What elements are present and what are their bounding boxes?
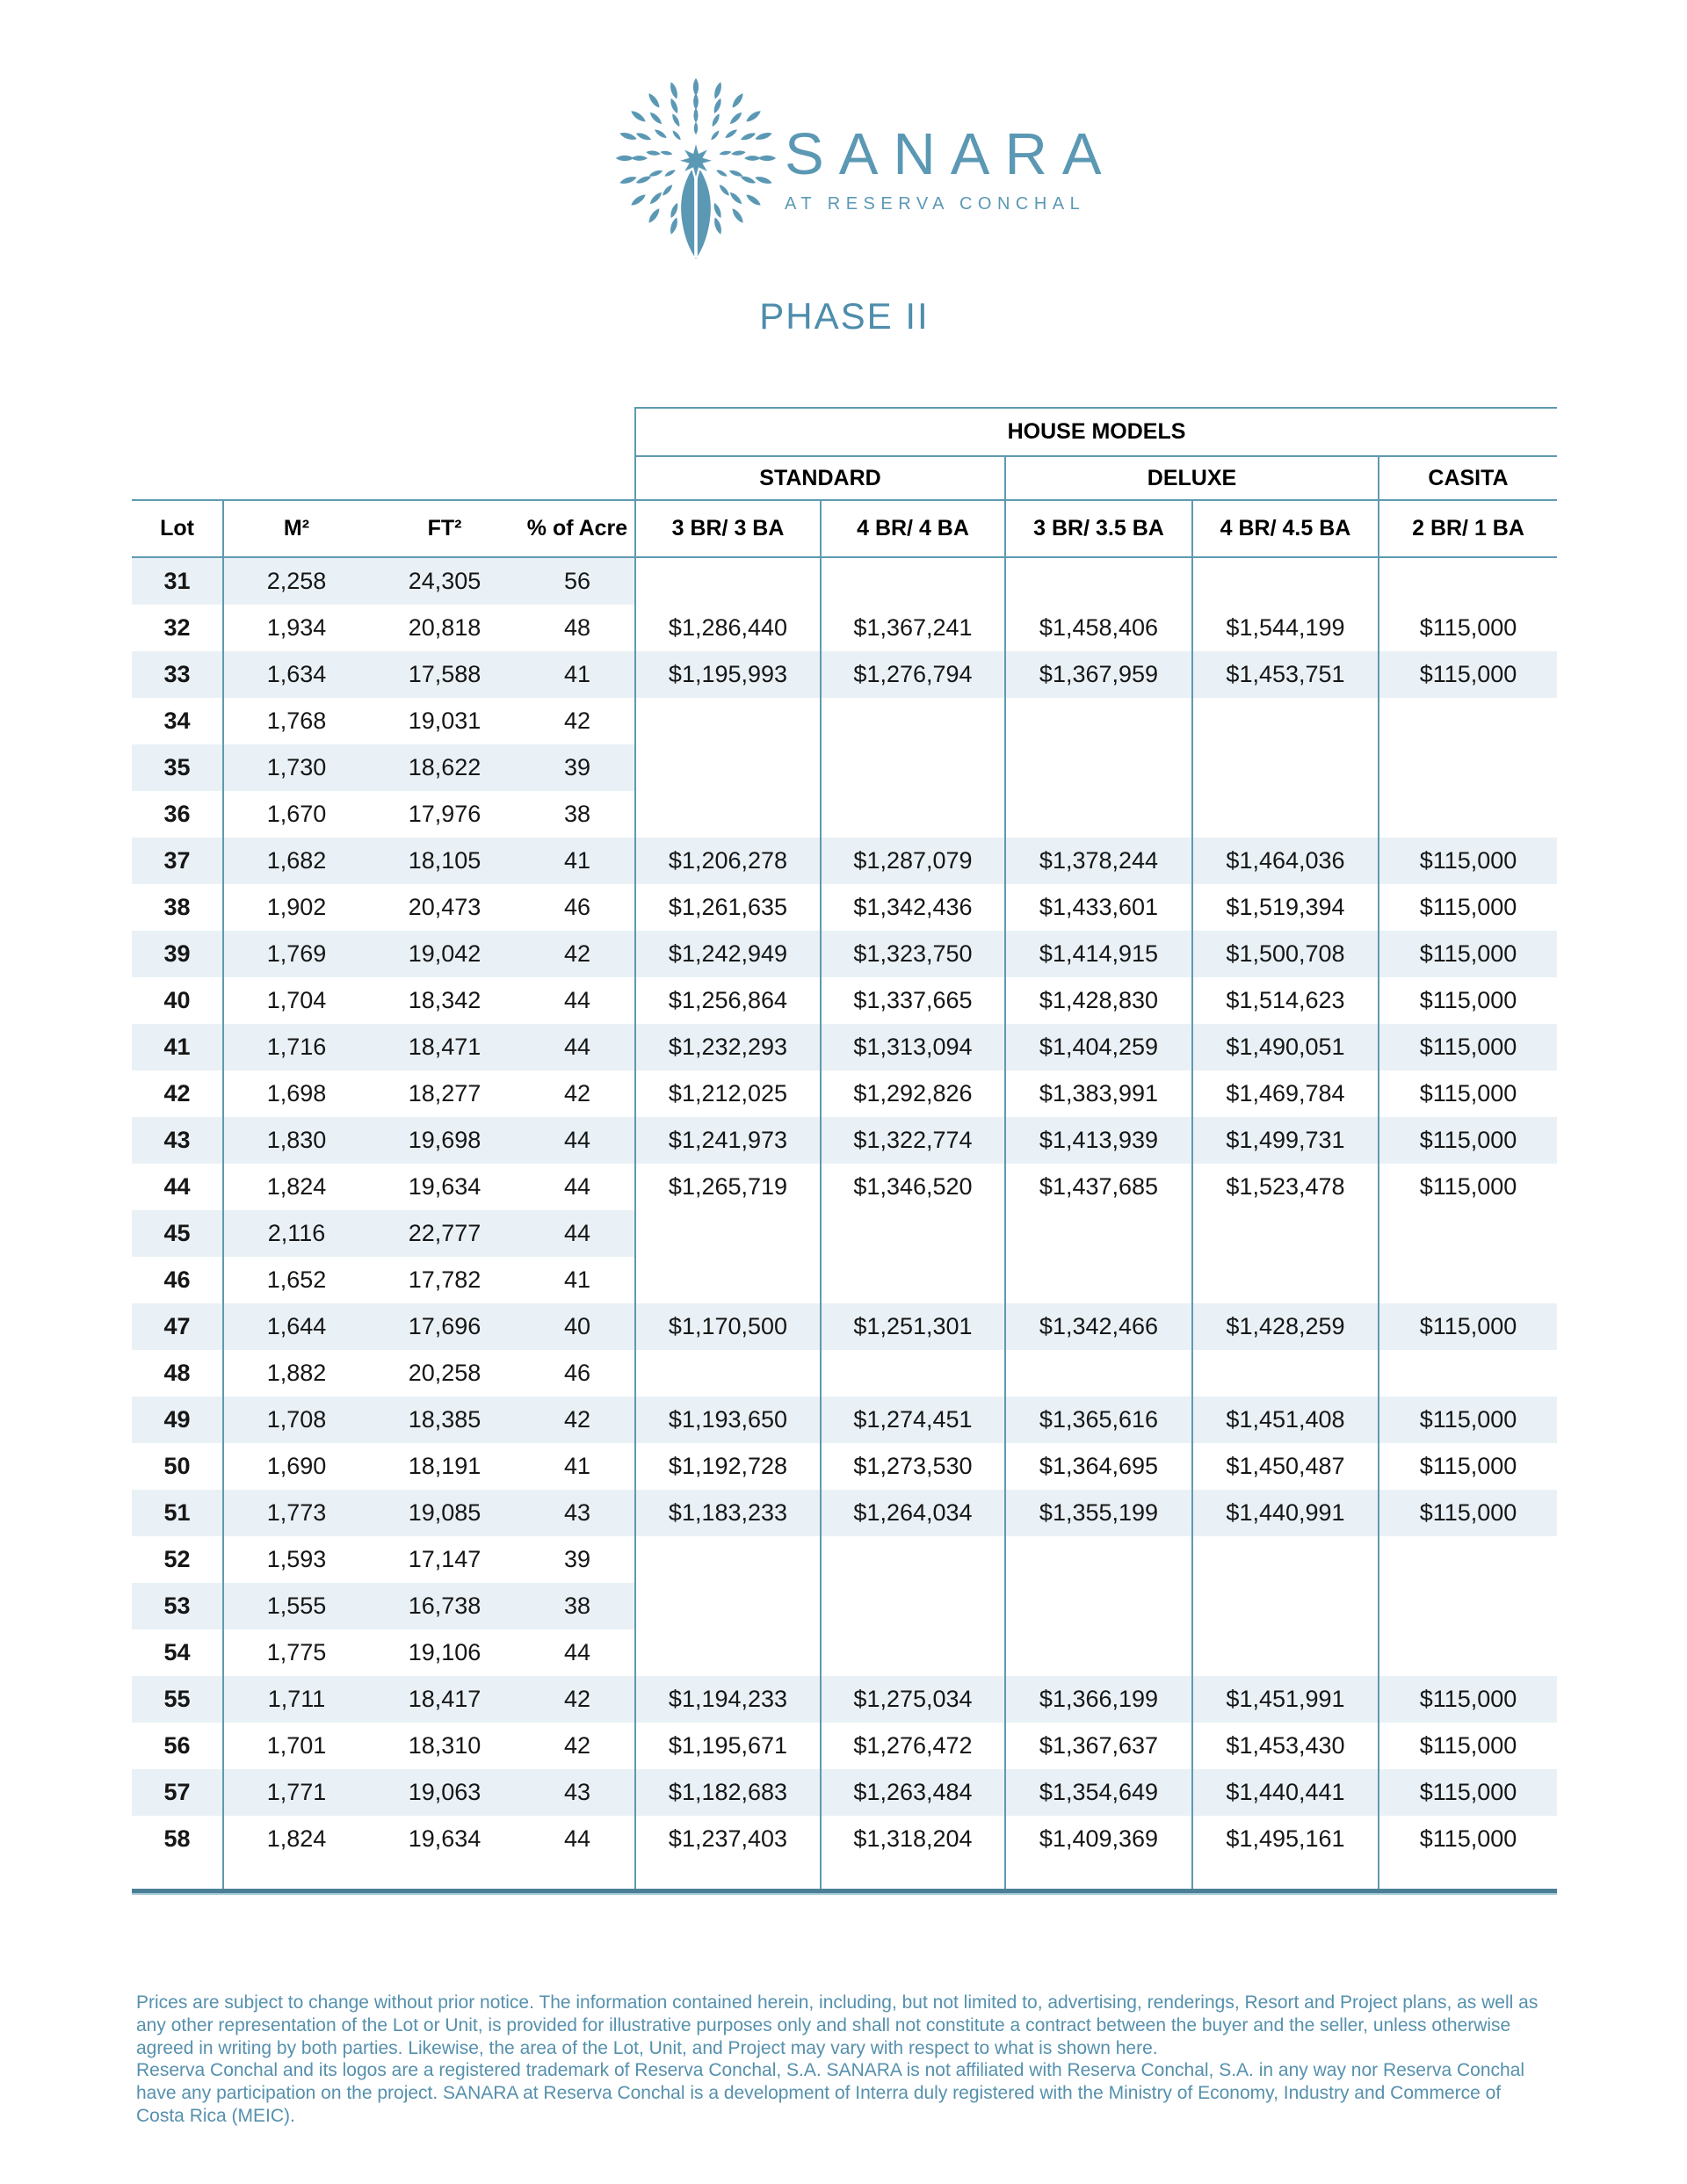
cell-price-casita: $115,000 <box>1378 1303 1557 1350</box>
cell-price-dlx-4br <box>1191 1629 1378 1676</box>
cell-m2: 1,634 <box>222 651 369 698</box>
cell-price-std-3br: $1,195,671 <box>634 1723 820 1769</box>
cell-price-dlx-3br: $1,409,369 <box>1004 1816 1191 1862</box>
cell-acre: 39 <box>520 744 634 791</box>
cell-lot: 32 <box>163 614 191 641</box>
cell-ft2: 18,277 <box>408 1080 481 1107</box>
cell-m2: 1,670 <box>222 791 369 838</box>
cell-price-dlx-3br <box>1004 1350 1191 1397</box>
cell-acre: 44 <box>563 1639 591 1665</box>
cell-price-casita: $115,000 <box>1378 1117 1557 1164</box>
cell-price-std-3br: $1,261,635 <box>634 884 820 931</box>
cell-lot: 50 <box>163 1453 191 1479</box>
cell-price-dlx-3br: $1,433,601 <box>1004 884 1191 931</box>
cell-m2: 1,652 <box>222 1257 369 1303</box>
cell-lot: 44 <box>163 1173 191 1200</box>
cell-lot: 39 <box>132 931 222 977</box>
cell-price-dlx-4br <box>1191 744 1378 791</box>
cell-price-casita <box>1378 1629 1557 1676</box>
cell-price-casita: $115,000 <box>1378 1490 1557 1536</box>
page-title: PHASE II <box>759 295 930 337</box>
cell-price-std-3br: $1,206,278 <box>634 838 820 884</box>
cell-lot: 43 <box>132 1117 222 1164</box>
cell-price-dlx-4br: $1,490,051 <box>1191 1024 1378 1070</box>
cell-price-dlx-3br: $1,413,939 <box>1004 1117 1191 1164</box>
cell-price-dlx-3br: $1,437,685 <box>1004 1164 1191 1210</box>
spacer-segment <box>222 1862 369 1889</box>
cell-price-std-3br <box>634 1536 820 1583</box>
cell-m2: 1,690 <box>222 1443 369 1490</box>
cell-m2: 1,708 <box>222 1397 369 1443</box>
cell-price-casita: $115,000 <box>1378 605 1557 651</box>
cell-price-dlx-4br <box>1191 791 1378 838</box>
cell-price-std-3br: $1,192,728 <box>634 1443 820 1490</box>
cell-price-casita: $115,000 <box>1378 1443 1557 1490</box>
cell-price-casita <box>1378 558 1557 605</box>
disclaimer-paragraph-1: Prices are subject to change without prior notice. The information contained herein, including, but not limited to, advertising, renderings, Resort and Project plans, as well as any other representation of the Lot or Unit, is provided for illustrative purposes only and shall not constitute a contract between the buyer and the seller, unless otherwise agreed in writing by both parties. Likewise, the area of the Lot, Unit, and Project may vary with respect to what is shown here. <box>136 1992 1539 2058</box>
cell-lot: 53 <box>132 1583 222 1629</box>
cell-price-std-3br: $1,212,025 <box>634 1070 820 1117</box>
cell-price-dlx-3br: $1,458,406 <box>1004 605 1191 651</box>
cell-m2: 1,593 <box>222 1536 369 1583</box>
cell-price-casita: $115,000 <box>1378 1164 1557 1210</box>
cell-m2: 1,716 <box>222 1024 369 1070</box>
house-models-banner: HOUSE MODELS <box>634 407 1557 457</box>
cell-price-std-3br: $1,286,440 <box>634 605 820 651</box>
cell-price-dlx-4br <box>1191 1536 1378 1583</box>
cell-price-dlx-3br: $1,364,695 <box>1004 1443 1191 1490</box>
cell-price-casita: $115,000 <box>1378 838 1557 884</box>
disclaimer <box>136 1992 1542 2128</box>
column-header-ft2: FT² <box>369 499 520 558</box>
cell-price-dlx-4br: $1,450,487 <box>1191 1443 1378 1490</box>
cell-price-std-3br <box>634 1583 820 1629</box>
cell-price-std-3br: $1,237,403 <box>634 1816 820 1862</box>
cell-acre: 41 <box>520 651 634 698</box>
cell-price-dlx-3br: $1,355,199 <box>1004 1490 1191 1536</box>
cell-price-std-4br: $1,292,826 <box>820 1070 1004 1117</box>
cell-price-dlx-4br: $1,495,161 <box>1191 1816 1378 1862</box>
cell-price-dlx-3br <box>1004 1536 1191 1583</box>
cell-lot: 45 <box>132 1210 222 1257</box>
cell-lot: 35 <box>132 744 222 791</box>
cell-lot: 57 <box>132 1769 222 1816</box>
cell-m2: 1,704 <box>222 977 369 1024</box>
cell-ft2: 18,417 <box>369 1676 520 1723</box>
spacer-segment <box>1191 1862 1378 1889</box>
cell-m2: 1,830 <box>222 1117 369 1164</box>
cell-price-std-4br: $1,322,774 <box>820 1117 1004 1164</box>
cell-price-std-3br <box>634 1210 820 1257</box>
cell-acre: 42 <box>520 931 634 977</box>
cell-price-std-4br: $1,367,241 <box>820 605 1004 651</box>
cell-price-dlx-3br <box>1004 1629 1191 1676</box>
cell-price-std-3br: $1,195,993 <box>634 651 820 698</box>
group-casita: CASITA <box>1378 457 1557 499</box>
cell-price-std-4br <box>820 1350 1004 1397</box>
cell-m2: 1,882 <box>222 1350 369 1397</box>
spacer-segment <box>369 1862 520 1889</box>
cell-m2: 1,768 <box>222 698 369 744</box>
cell-ft2: 22,777 <box>369 1210 520 1257</box>
cell-acre: 40 <box>520 1303 634 1350</box>
cell-m2: 1,701 <box>222 1723 369 1769</box>
cell-m2: 1,644 <box>222 1303 369 1350</box>
column-header-4br4ba: 4 BR/ 4 BA <box>820 499 1004 558</box>
cell-price-dlx-4br: $1,464,036 <box>1191 838 1378 884</box>
cell-price-dlx-3br <box>1004 1210 1191 1257</box>
cell-ft2: 19,031 <box>408 707 481 734</box>
cell-price-casita <box>1378 1210 1557 1257</box>
cell-m2: 1,771 <box>222 1769 369 1816</box>
cell-ft2: 18,191 <box>408 1453 481 1479</box>
cell-lot: 55 <box>132 1676 222 1723</box>
cell-price-dlx-3br: $1,366,199 <box>1004 1676 1191 1723</box>
cell-acre: 44 <box>563 1825 591 1852</box>
cell-lot: 34 <box>163 707 191 734</box>
cell-lot: 54 <box>163 1639 191 1665</box>
cell-m2: 1,773 <box>222 1490 369 1536</box>
cell-acre: 44 <box>563 1173 591 1200</box>
cell-price-std-4br: $1,313,094 <box>820 1024 1004 1070</box>
cell-acre: 42 <box>520 1676 634 1723</box>
cell-price-casita: $115,000 <box>1378 651 1557 698</box>
cell-ft2: 18,385 <box>369 1397 520 1443</box>
cell-price-std-3br: $1,265,719 <box>634 1164 820 1210</box>
cell-price-dlx-3br <box>1004 744 1191 791</box>
cell-price-std-4br <box>820 791 1004 838</box>
cell-price-dlx-3br: $1,414,915 <box>1004 931 1191 977</box>
column-header-2br1ba: 2 BR/ 1 BA <box>1378 499 1557 558</box>
spacer-segment <box>634 1862 820 1889</box>
cell-ft2: 18,471 <box>369 1024 520 1070</box>
cell-ft2: 20,473 <box>408 894 481 920</box>
cell-price-dlx-4br <box>1191 558 1378 605</box>
cell-price-casita: $115,000 <box>1378 884 1557 931</box>
cell-price-casita: $115,000 <box>1378 1024 1557 1070</box>
cell-price-dlx-4br: $1,499,731 <box>1191 1117 1378 1164</box>
cell-m2: 1,698 <box>222 1070 369 1117</box>
cell-price-dlx-4br: $1,453,751 <box>1191 651 1378 698</box>
cell-price-casita: $115,000 <box>1378 1769 1557 1816</box>
cell-ft2: 18,622 <box>369 744 520 791</box>
cell-lot: 33 <box>132 651 222 698</box>
cell-acre: 38 <box>563 801 591 827</box>
cell-ft2: 19,106 <box>408 1639 481 1665</box>
cell-price-casita: $115,000 <box>1378 977 1557 1024</box>
cell-acre: 42 <box>563 1732 591 1759</box>
cell-lot: 48 <box>163 1360 191 1386</box>
cell-lot: 36 <box>163 801 191 827</box>
cell-price-casita: $115,000 <box>1378 1816 1557 1862</box>
cell-price-std-4br: $1,251,301 <box>820 1303 1004 1350</box>
cell-acre: 41 <box>563 1266 591 1293</box>
cell-acre: 42 <box>520 1397 634 1443</box>
brand-block <box>785 121 1117 214</box>
cell-lot: 56 <box>163 1732 191 1759</box>
cell-price-std-3br: $1,242,949 <box>634 931 820 977</box>
cell-lot: 58 <box>163 1825 191 1852</box>
cell-lot: 52 <box>163 1546 191 1572</box>
cell-ft2: 16,738 <box>369 1583 520 1629</box>
cell-lot: 41 <box>132 1024 222 1070</box>
cell-ft2: 18,342 <box>408 987 481 1013</box>
cell-acre: 44 <box>563 987 591 1013</box>
cell-lot: 47 <box>132 1303 222 1350</box>
cell-acre: 38 <box>520 1583 634 1629</box>
cell-price-std-3br <box>634 744 820 791</box>
cell-ft2: 19,042 <box>369 931 520 977</box>
cell-price-dlx-3br <box>1004 791 1191 838</box>
cell-price-std-3br: $1,182,683 <box>634 1769 820 1816</box>
cell-ft2: 17,147 <box>408 1546 481 1572</box>
cell-price-casita <box>1378 791 1557 838</box>
cell-m2: 1,934 <box>222 605 369 651</box>
spacer-segment <box>1004 1862 1191 1889</box>
cell-price-std-3br <box>634 1350 820 1397</box>
cell-price-dlx-4br <box>1191 1583 1378 1629</box>
cell-price-casita: $115,000 <box>1378 1070 1557 1117</box>
cell-price-dlx-3br: $1,367,637 <box>1004 1723 1191 1769</box>
group-standard: STANDARD <box>634 457 1004 499</box>
cell-ft2: 20,258 <box>408 1360 481 1386</box>
cell-lot: 42 <box>163 1080 191 1107</box>
cell-price-std-4br: $1,318,204 <box>820 1816 1004 1862</box>
cell-price-std-4br <box>820 1210 1004 1257</box>
cell-acre: 48 <box>563 614 591 641</box>
cell-price-dlx-3br: $1,383,991 <box>1004 1070 1191 1117</box>
cell-ft2: 19,063 <box>369 1769 520 1816</box>
cell-price-std-4br <box>820 698 1004 744</box>
cell-price-dlx-4br: $1,544,199 <box>1191 605 1378 651</box>
cell-price-casita: $115,000 <box>1378 1397 1557 1443</box>
cell-price-casita: $115,000 <box>1378 931 1557 977</box>
cell-acre: 46 <box>563 1360 591 1386</box>
cell-price-casita <box>1378 1536 1557 1583</box>
cell-acre: 42 <box>563 1080 591 1107</box>
cell-m2: 1,682 <box>222 838 369 884</box>
cell-price-dlx-3br: $1,367,959 <box>1004 651 1191 698</box>
cell-acre: 44 <box>520 1210 634 1257</box>
cell-price-std-3br: $1,232,293 <box>634 1024 820 1070</box>
cell-acre: 41 <box>563 1453 591 1479</box>
cell-price-dlx-4br: $1,514,623 <box>1191 977 1378 1024</box>
cell-acre: 42 <box>563 707 591 734</box>
cell-ft2: 19,085 <box>369 1490 520 1536</box>
column-header-lot: Lot <box>132 499 222 558</box>
spacer-segment <box>1378 1862 1557 1889</box>
column-header-acre: % of Acre <box>520 499 634 558</box>
cell-ft2: 24,305 <box>369 558 520 605</box>
cell-price-dlx-4br: $1,440,991 <box>1191 1490 1378 1536</box>
cell-acre: 43 <box>520 1769 634 1816</box>
cell-price-dlx-4br: $1,451,408 <box>1191 1397 1378 1443</box>
cell-lot: 31 <box>132 558 222 605</box>
cell-price-std-4br: $1,276,472 <box>820 1723 1004 1769</box>
cell-price-std-3br: $1,193,650 <box>634 1397 820 1443</box>
cell-ft2: 19,698 <box>369 1117 520 1164</box>
cell-m2: 1,824 <box>222 1816 369 1862</box>
column-header-3br35ba: 3 BR/ 3.5 BA <box>1004 499 1191 558</box>
cell-lot: 40 <box>163 987 191 1013</box>
cell-acre: 56 <box>520 558 634 605</box>
cell-price-std-3br <box>634 698 820 744</box>
column-header-m2: M² <box>222 499 369 558</box>
cell-price-casita <box>1378 1257 1557 1303</box>
cell-m2: 1,902 <box>222 884 369 931</box>
cell-lot: 49 <box>132 1397 222 1443</box>
cell-price-casita <box>1378 1583 1557 1629</box>
cell-price-dlx-4br: $1,428,259 <box>1191 1303 1378 1350</box>
cell-price-dlx-4br: $1,523,478 <box>1191 1164 1378 1210</box>
spacer-segment <box>132 1862 222 1889</box>
cell-price-std-3br <box>634 791 820 838</box>
cell-price-std-4br <box>820 744 1004 791</box>
cell-ft2: 17,976 <box>408 801 481 827</box>
cell-price-dlx-3br <box>1004 1257 1191 1303</box>
cell-ft2: 18,310 <box>408 1732 481 1759</box>
cell-m2: 2,258 <box>222 558 369 605</box>
spacer-segment <box>820 1862 1004 1889</box>
cell-m2: 1,824 <box>222 1164 369 1210</box>
cell-acre: 39 <box>563 1546 591 1572</box>
cell-price-std-4br: $1,323,750 <box>820 931 1004 977</box>
cell-lot: 38 <box>163 894 191 920</box>
cell-lot: 37 <box>132 838 222 884</box>
cell-price-std-3br: $1,194,233 <box>634 1676 820 1723</box>
cell-acre: 41 <box>520 838 634 884</box>
cell-price-std-4br: $1,275,034 <box>820 1676 1004 1723</box>
cell-price-dlx-4br: $1,519,394 <box>1191 884 1378 931</box>
cell-ft2: 19,634 <box>408 1825 481 1852</box>
cell-price-std-4br <box>820 1629 1004 1676</box>
cell-price-std-4br <box>820 1536 1004 1583</box>
cell-price-dlx-4br: $1,440,441 <box>1191 1769 1378 1816</box>
cell-price-std-4br <box>820 1583 1004 1629</box>
cell-ft2: 20,818 <box>408 614 481 641</box>
cell-lot: 51 <box>132 1490 222 1536</box>
cell-price-std-4br: $1,337,665 <box>820 977 1004 1024</box>
cell-price-dlx-4br: $1,453,430 <box>1191 1723 1378 1769</box>
brand-tagline: AT RESERVA CONCHAL <box>785 194 1086 214</box>
pricing-grid <box>132 499 1557 1862</box>
cell-price-std-3br: $1,183,233 <box>634 1490 820 1536</box>
spacer-segment <box>520 1862 634 1889</box>
cell-price-std-4br <box>820 1257 1004 1303</box>
cell-price-std-4br: $1,342,436 <box>820 884 1004 931</box>
cell-acre: 46 <box>563 894 591 920</box>
cell-price-dlx-4br <box>1191 1257 1378 1303</box>
cell-price-casita: $115,000 <box>1378 1723 1557 1769</box>
cell-price-std-3br <box>634 1629 820 1676</box>
cell-ft2: 19,634 <box>408 1173 481 1200</box>
cell-price-casita <box>1378 698 1557 744</box>
cell-acre: 44 <box>520 1024 634 1070</box>
cell-price-dlx-4br <box>1191 698 1378 744</box>
cell-ft2: 17,588 <box>369 651 520 698</box>
cell-price-casita <box>1378 744 1557 791</box>
table-bottom-spacer <box>132 1862 1557 1889</box>
cell-m2: 1,555 <box>222 1583 369 1629</box>
cell-price-dlx-3br <box>1004 698 1191 744</box>
cell-price-std-3br <box>634 1257 820 1303</box>
model-groups-row <box>634 457 1557 499</box>
cell-price-std-4br: $1,274,451 <box>820 1397 1004 1443</box>
disclaimer-paragraph-2: Reserva Conchal and its logos are a registered trademark of Reserva Conchal, S.A. SANARA is not affiliated with Reserva Conchal, S.A. in any way nor Reserva Conchal have any participation on the project. SANARA at Reserva Conchal is a development of Interra duly registered with the Ministry of Economy, Industry and Commerce of Costa Rica (MEIC). <box>136 2060 1525 2127</box>
cell-price-dlx-4br <box>1191 1210 1378 1257</box>
cell-lot: 46 <box>163 1266 191 1293</box>
cell-price-dlx-3br <box>1004 1583 1191 1629</box>
cell-price-dlx-4br: $1,451,991 <box>1191 1676 1378 1723</box>
cell-acre: 43 <box>520 1490 634 1536</box>
cell-price-std-4br: $1,263,484 <box>820 1769 1004 1816</box>
cell-m2: 2,116 <box>222 1210 369 1257</box>
cell-price-dlx-3br: $1,354,649 <box>1004 1769 1191 1816</box>
cell-acre: 44 <box>520 1117 634 1164</box>
cell-m2: 1,775 <box>222 1629 369 1676</box>
cell-price-casita <box>1378 1350 1557 1397</box>
cell-ft2: 17,696 <box>369 1303 520 1350</box>
cell-price-dlx-3br: $1,428,830 <box>1004 977 1191 1024</box>
cell-price-dlx-4br: $1,469,784 <box>1191 1070 1378 1117</box>
column-header-3br3ba: 3 BR/ 3 BA <box>634 499 820 558</box>
cell-price-dlx-3br: $1,378,244 <box>1004 838 1191 884</box>
cell-ft2: 18,105 <box>369 838 520 884</box>
cell-price-std-4br <box>820 558 1004 605</box>
cell-m2: 1,711 <box>222 1676 369 1723</box>
cell-price-dlx-3br <box>1004 558 1191 605</box>
cell-price-dlx-3br: $1,365,616 <box>1004 1397 1191 1443</box>
cell-m2: 1,769 <box>222 931 369 977</box>
column-header-4br45ba: 4 BR/ 4.5 BA <box>1191 499 1378 558</box>
cell-price-std-4br: $1,273,530 <box>820 1443 1004 1490</box>
cell-price-dlx-3br: $1,342,466 <box>1004 1303 1191 1350</box>
cell-price-std-4br: $1,264,034 <box>820 1490 1004 1536</box>
cell-price-dlx-4br <box>1191 1350 1378 1397</box>
cell-price-dlx-4br: $1,500,708 <box>1191 931 1378 977</box>
cell-m2: 1,730 <box>222 744 369 791</box>
cell-price-std-3br: $1,256,864 <box>634 977 820 1024</box>
pricing-table <box>132 407 1557 1893</box>
cell-price-std-3br: $1,170,500 <box>634 1303 820 1350</box>
cell-price-dlx-3br: $1,404,259 <box>1004 1024 1191 1070</box>
cell-price-std-3br: $1,241,973 <box>634 1117 820 1164</box>
cell-price-casita: $115,000 <box>1378 1676 1557 1723</box>
brand-name: SANARA <box>785 121 1117 187</box>
cell-price-std-4br: $1,276,794 <box>820 651 1004 698</box>
cell-price-std-4br: $1,346,520 <box>820 1164 1004 1210</box>
cell-price-std-3br <box>634 558 820 605</box>
cell-ft2: 17,782 <box>408 1266 481 1293</box>
cell-price-std-4br: $1,287,079 <box>820 838 1004 884</box>
group-deluxe: DELUXE <box>1004 457 1378 499</box>
mandala-flower-icon <box>615 63 777 272</box>
